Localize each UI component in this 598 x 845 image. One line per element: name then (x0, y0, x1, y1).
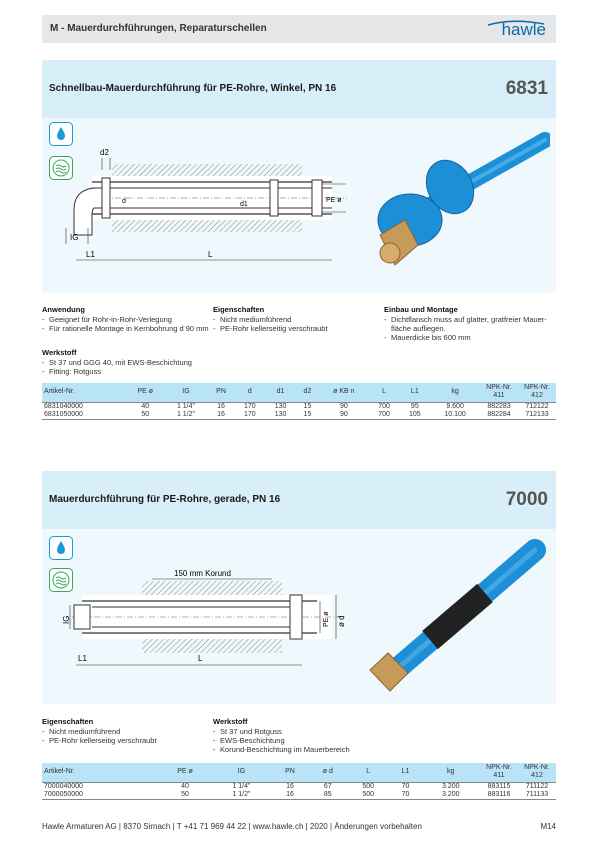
col-header: d1 (265, 383, 296, 402)
table-cell: 90 (319, 411, 369, 420)
col-header: ø KB n (319, 383, 369, 402)
spec-table-6831 (42, 383, 556, 420)
table-cell: 40 (158, 782, 211, 791)
table-cell: 70 (390, 782, 422, 791)
table-cell: 105 (399, 411, 430, 420)
table-cell: 16 (208, 402, 235, 411)
list-item: - Nicht mediumführend (213, 315, 373, 324)
table-cell: 130 (265, 411, 296, 420)
product-title: Schnellbau-Mauerdurchführung für PE-Rohre, Winkel, PN 16 (49, 83, 337, 94)
spec-table-7000 (42, 763, 556, 800)
table-cell: 9.600 (430, 402, 480, 411)
water-drop-icon (49, 536, 73, 560)
col-header: ø d (309, 763, 347, 782)
col-header: kg (430, 383, 480, 402)
table-cell: 15 (296, 411, 319, 420)
list-item: - PE-Rohr kellerseitig verschraubt (42, 736, 212, 745)
dim-d1: d1 (240, 201, 248, 208)
list-item: - PE-Rohr kellerseitig verschraubt (213, 324, 373, 333)
table-cell: 712133 (518, 411, 556, 420)
list-item: - Nicht mediumführend (42, 727, 212, 736)
col-header: PN (208, 383, 235, 402)
table-cell: 1 1/2" (212, 791, 272, 800)
table-cell: 882283 (480, 402, 518, 411)
list-item: - Für rationelle Montage in Kernbohrung d 90 mm (42, 324, 212, 333)
col-header: d2 (296, 383, 319, 402)
table-cell: 10.100 (430, 411, 480, 420)
table-cell: 95 (399, 402, 430, 411)
col-header: L1 (399, 383, 430, 402)
einbau-heading: Einbau und Montage (384, 305, 458, 314)
list-item: - Mauerdicke bis 600 mm (384, 333, 554, 342)
table-cell: 6831050000 (42, 411, 126, 420)
footer-text: Hawle Armaturen AG | 8370 Sirnach | T +41 71 969 44 22 | www.hawle.ch | 2020 | Änderungen vorbehalten (42, 822, 422, 831)
dim-ig: IG (62, 615, 71, 624)
table-cell: 15 (296, 402, 319, 411)
dim-l: L (198, 654, 203, 663)
col-header: NPK-Nr. 412 (518, 383, 556, 402)
dim-l1: L1 (78, 654, 87, 663)
category-header (42, 15, 556, 43)
eigenschaften-heading: Eigenschaften (213, 305, 265, 314)
eigenschaften-block (42, 717, 212, 745)
list-item: - Fitting: Rotguss (42, 367, 242, 376)
col-header: IG (164, 383, 207, 402)
table-header-row (42, 763, 556, 782)
col-header: PE ø (126, 383, 164, 402)
table-cell: 700 (369, 411, 400, 420)
table-cell: 16 (271, 791, 308, 800)
anwendung-block (42, 305, 212, 333)
table-cell: 500 (347, 782, 390, 791)
col-header: L (369, 383, 400, 402)
table-cell: 170 (234, 402, 265, 411)
col-header: PN (271, 763, 308, 782)
table-header-row (42, 383, 556, 402)
table-cell: 70 (390, 791, 422, 800)
table-cell: 50 (158, 791, 211, 800)
dim-l1: L1 (86, 250, 95, 259)
table-cell: 711122 (518, 782, 556, 791)
product-title: Mauerdurchführung für PE-Rohre, gerade, PN 16 (49, 494, 281, 505)
table-row (42, 402, 556, 411)
table-cell: 711133 (518, 791, 556, 800)
werkstoff-block (213, 717, 393, 754)
col-header: kg (422, 763, 481, 782)
dim-d: ø d (337, 615, 346, 627)
product-photo-6831 (360, 125, 550, 280)
col-header: d (234, 383, 265, 402)
product-number: 7000 (505, 489, 548, 510)
table-cell: 7000050000 (42, 791, 158, 800)
eigenschaften-block (213, 305, 373, 333)
table-cell: 170 (234, 411, 265, 420)
werkstoff-heading: Werkstoff (42, 348, 77, 357)
table-cell: 7000040000 (42, 782, 158, 791)
werkstoff-heading: Werkstoff (213, 717, 248, 726)
col-header: PE ø (158, 763, 211, 782)
col-header: IG (212, 763, 272, 782)
table-cell: 700 (369, 402, 400, 411)
list-item: - St 37 und GGG 40, mit EWS-Beschichtung (42, 358, 242, 367)
table-cell: 1 1/4" (212, 782, 272, 791)
table-cell: 882284 (480, 411, 518, 420)
anwendung-heading: Anwendung (42, 305, 85, 314)
table-cell: 500 (347, 791, 390, 800)
dim-d: d (122, 198, 126, 205)
col-header: Artikel-Nr. (42, 383, 126, 402)
col-header: NPK-Nr. 411 (480, 383, 518, 402)
table-cell: 16 (271, 782, 308, 791)
technical-drawing-6831 (62, 140, 357, 275)
table-cell: 130 (265, 402, 296, 411)
table-cell: 883116 (480, 791, 518, 800)
product-header-6831 (42, 60, 556, 118)
list-item: - Korund-Beschichtung im Mauerbereich (213, 745, 393, 754)
table-cell: 85 (309, 791, 347, 800)
table-cell: 1 1/4" (164, 402, 207, 411)
table-cell: 16 (208, 411, 235, 420)
table-cell: 6831040000 (42, 402, 126, 411)
list-item: - EWS-Beschichtung (213, 736, 393, 745)
hawle-logo: hawle (468, 18, 548, 40)
list-item: - Dichtflansch muss auf glatter, gratfreier Mauer-fläche aufliegen. (384, 315, 554, 333)
table-cell: 712122 (518, 402, 556, 411)
table-cell: 40 (126, 402, 164, 411)
product-number: 6831 (505, 78, 548, 99)
einbau-block (384, 305, 554, 342)
dim-pe: PE ø (326, 197, 342, 204)
dim-pe: PE ø (323, 611, 330, 627)
table-row (42, 782, 556, 791)
dim-d2: d2 (100, 148, 109, 157)
dim-ig: IG (70, 233, 79, 242)
table-cell: 50 (126, 411, 164, 420)
eigenschaften-heading: Eigenschaften (42, 717, 94, 726)
col-header: L (347, 763, 390, 782)
korund-label: 150 mm Korund (174, 569, 231, 578)
list-item: - Geeignet für Rohr-in-Rohr-Verlegung (42, 315, 212, 324)
table-cell: 67 (309, 782, 347, 791)
table-cell: 883115 (480, 782, 518, 791)
list-item: - St 37 und Rotguss (213, 727, 393, 736)
dim-l: L (208, 250, 213, 259)
werkstoff-block (42, 348, 242, 376)
table-cell: 1 1/2" (164, 411, 207, 420)
product-photo-7000 (360, 535, 550, 700)
col-header: NPK-Nr. 412 (518, 763, 556, 782)
table-cell: 90 (319, 402, 369, 411)
col-header: Artikel-Nr. (42, 763, 158, 782)
table-row (42, 411, 556, 420)
col-header: NPK-Nr. 411 (480, 763, 518, 782)
product-header-7000 (42, 471, 556, 529)
technical-drawing-7000 (62, 565, 357, 680)
category-title: M - Mauerdurchführungen, Reparaturschellen (50, 23, 267, 34)
page-number: M14 (540, 822, 556, 831)
table-row (42, 791, 556, 800)
col-header: L1 (390, 763, 422, 782)
table-cell: 3.200 (422, 782, 481, 791)
table-cell: 3.200 (422, 791, 481, 800)
